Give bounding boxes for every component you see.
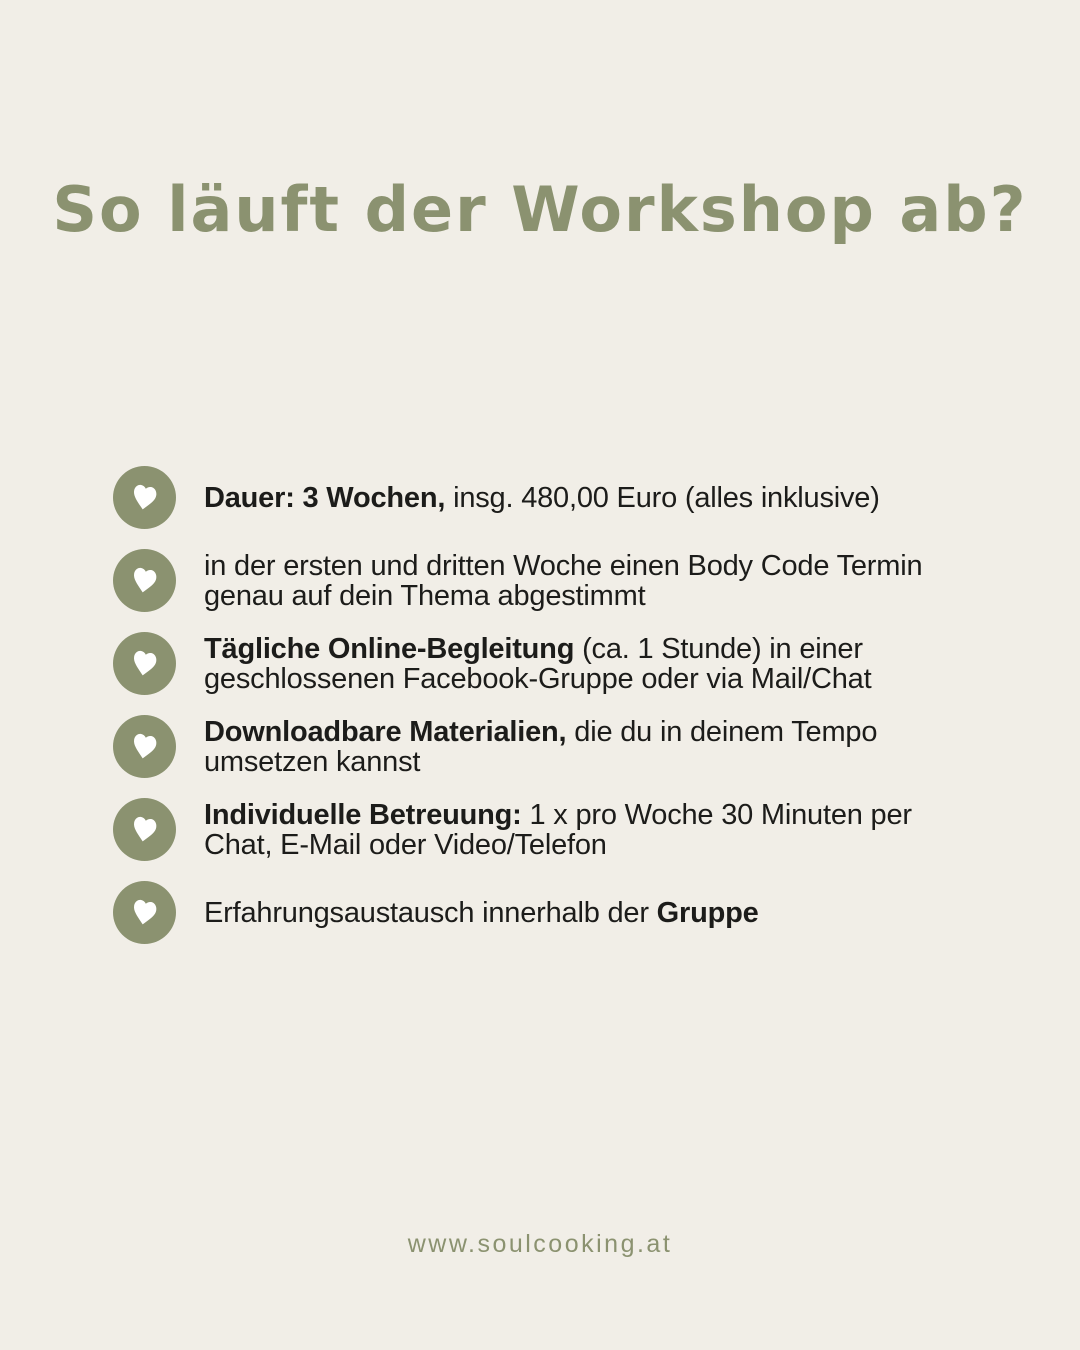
bullet-text-regular: genau auf dein Thema abgestimmt <box>204 579 646 612</box>
list-item-text <box>204 483 880 513</box>
bullet-text-regular: Chat, E-Mail oder Video/Telefon <box>204 828 607 861</box>
bullet-text-regular: Erfahrungsaustausch innerhalb der <box>204 896 657 929</box>
bullet-text-regular: insg. 480,00 Euro (alles inklusive) <box>445 481 880 514</box>
heart-icon <box>113 632 176 695</box>
bullet-text-regular: 1 x pro Woche 30 Minuten per <box>521 798 912 831</box>
heart-icon <box>113 466 176 529</box>
list-item-text <box>204 717 877 777</box>
heart-icon <box>113 798 176 861</box>
list-item <box>113 715 1000 778</box>
list-item-text <box>204 898 759 928</box>
heart-icon <box>113 715 176 778</box>
list-item <box>113 798 1000 861</box>
bullet-text-bold: Dauer: 3 Wochen, <box>204 481 446 514</box>
heart-icon <box>113 881 176 944</box>
website-url: www.soulcooking.at <box>407 1230 673 1258</box>
list-item <box>113 549 1000 612</box>
list-item-text <box>204 634 871 694</box>
bullet-text-regular: die du in deinem Tempo <box>566 715 878 748</box>
bullet-text-regular: geschlossenen Facebook-Gruppe oder via Mail/Chat <box>204 662 872 695</box>
list-item-text <box>204 551 922 611</box>
list-item <box>113 881 1000 944</box>
list-item <box>113 466 1000 529</box>
bullet-text-regular: umsetzen kannst <box>204 745 421 778</box>
list-item-text <box>204 800 912 860</box>
bullet-text-regular: (ca. 1 Stunde) in einer <box>574 632 863 665</box>
bullet-text-regular: in der ersten und dritten Woche einen Body Code Termin <box>204 549 923 582</box>
page-title: So läuft der Workshop ab? <box>52 173 1028 246</box>
bullet-text-bold: Individuelle Betreuung: <box>204 798 522 831</box>
bullet-text-bold: Tägliche Online-Begleitung <box>204 632 575 665</box>
bullet-text-bold: Downloadbare Materialien, <box>204 715 567 748</box>
bullet-list <box>113 466 1000 944</box>
bullet-text-bold: Gruppe <box>656 896 759 929</box>
list-item <box>113 632 1000 695</box>
heart-icon <box>113 549 176 612</box>
